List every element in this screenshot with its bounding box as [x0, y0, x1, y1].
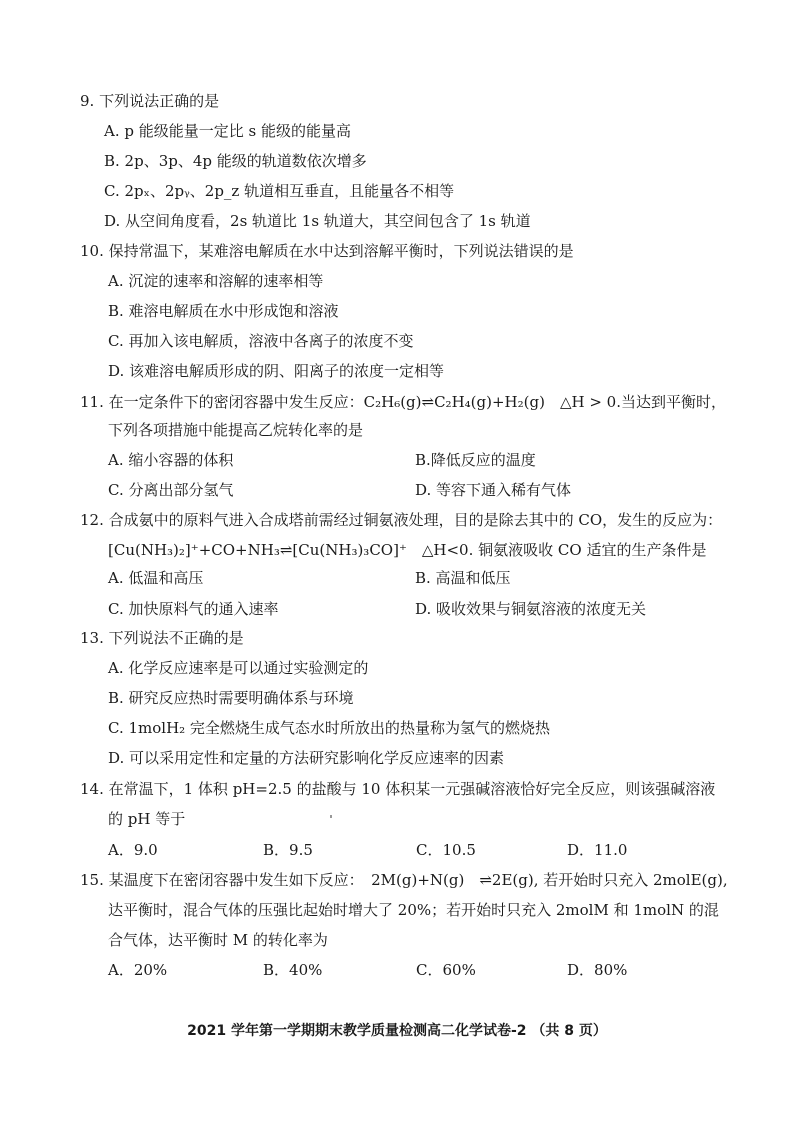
question-11-stem: 11. 在一定条件下的密闭容器中发生反应：C₂H₆(g)⇌C₂H₄(g)+H₂(g) △H > 0.当达到平衡时，	[80, 393, 726, 411]
question-9-stem: 9. 下列说法正确的是	[80, 92, 220, 110]
question-10-option-a: A. 沉淀的速率和溶解的速率相等	[108, 272, 324, 290]
question-9-option-d: D. 从空间角度看，2s 轨道比 1s 轨道大，其空间包含了 1s 轨道	[104, 212, 531, 230]
question-15-option-b: B．40%	[263, 961, 323, 979]
question-15-option-a: A．20%	[108, 961, 168, 979]
question-13-option-d: D. 可以采用定性和定量的方法研究影响化学反应速率的因素	[108, 749, 505, 767]
question-11-option-d: D. 等容下通入稀有气体	[415, 481, 572, 499]
question-11-option-b: B.降低反应的温度	[415, 451, 536, 469]
scan-speck	[330, 815, 332, 818]
question-12-option-b: B. 高温和低压	[415, 569, 511, 587]
question-11-option-a: A. 缩小容器的体积	[108, 451, 234, 469]
question-10-option-c: C. 再加入该电解质，溶液中各离子的浓度不变	[108, 332, 414, 350]
question-12-stem: 12. 合成氨中的原料气进入合成塔前需经过铜氨液处理，目的是除去其中的 CO，发生的反应为：	[80, 511, 723, 529]
question-14-option-d: D．11.0	[567, 841, 628, 859]
question-14-option-a: A．9.0	[108, 841, 158, 859]
question-12-option-d: D. 吸收效果与铜氨溶液的浓度无关	[415, 600, 647, 618]
question-15-option-d: D．80%	[567, 961, 628, 979]
question-12-option-c: C. 加快原料气的通入速率	[108, 600, 279, 618]
question-10-option-b: B. 难溶电解质在水中形成饱和溶液	[108, 302, 339, 320]
question-11-stem-2: 下列各项措施中能提高乙烷转化率的是	[108, 421, 364, 439]
question-10-option-d: D. 该难溶电解质形成的阴、阳离子的浓度一定相等	[108, 362, 445, 380]
question-9-option-a: A. p 能级能量一定比 s 能级的能量高	[104, 122, 351, 140]
question-14-stem: 14. 在常温下，1 体积 pH=2.5 的盐酸与 10 体积某一元强碱溶液恰好完全反应，则该强碱溶液	[80, 780, 716, 798]
question-15-stem-2: 达平衡时，混合气体的压强比起始时增大了 20%；若开始时只充入 2molM 和 1molN 的混	[108, 901, 719, 919]
question-9-option-c: C. 2pₓ、2pᵧ、2p_z 轨道相互垂直，且能量各不相等	[104, 182, 455, 200]
question-14-stem-2: 的 pH 等于	[108, 810, 186, 828]
question-15-stem-3: 合气体，达平衡时 M 的转化率为	[108, 931, 328, 949]
question-14-option-b: B．9.5	[263, 841, 313, 859]
question-12-stem-2: [Cu(NH₃)₂]⁺+CO+NH₃⇌[Cu(NH₃)₃CO]⁺ △H<0. 铜氨液吸收 CO 适宜的生产条件是	[108, 541, 707, 559]
question-15-stem: 15. 某温度下在密闭容器中发生如下反应： 2M(g)+N(g) ⇌2E(g), 若开始时只充入 2molE(g),	[80, 871, 728, 889]
question-11-option-c: C. 分离出部分氢气	[108, 481, 234, 499]
question-13-option-a: A. 化学反应速率是可以通过实验测定的	[108, 659, 369, 677]
question-9-option-b: B. 2p、3p、4p 能级的轨道数依次增多	[104, 152, 367, 170]
question-13-stem: 13. 下列说法不正确的是	[80, 629, 244, 647]
question-13-option-b: B. 研究反应热时需要明确体系与环境	[108, 689, 354, 707]
question-14-option-c: C．10.5	[416, 841, 476, 859]
question-12-option-a: A. 低温和高压	[108, 569, 204, 587]
page-footer: 2021 学年第一学期期末教学质量检测高二化学试卷-2 （共 8 页）	[187, 1023, 607, 1039]
question-10-stem: 10. 保持常温下，某难溶电解质在水中达到溶解平衡时，下列说法错误的是	[80, 242, 574, 260]
question-13-option-c: C. 1molH₂ 完全燃烧生成气态水时所放出的热量称为氢气的燃烧热	[108, 719, 550, 737]
question-15-option-c: C．60%	[416, 961, 476, 979]
